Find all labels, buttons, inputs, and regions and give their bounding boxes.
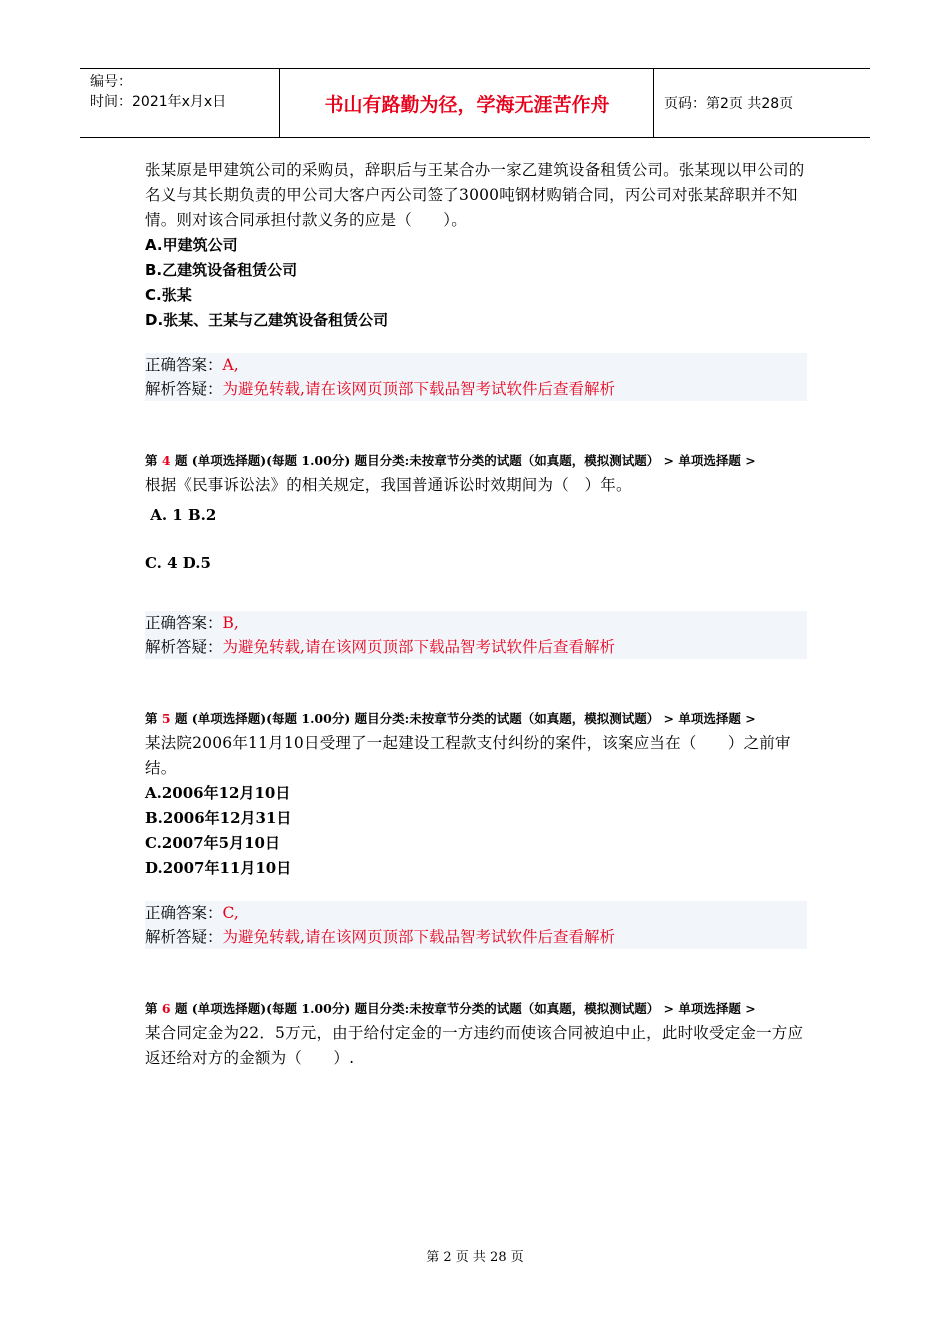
analysis-value: 为避免转载,请在该网页顶部下载品智考试软件后查看解析 (222, 928, 615, 946)
option-b: B.乙建筑设备租赁公司 (145, 261, 298, 279)
question-6 (145, 997, 807, 1071)
answer-box (145, 901, 807, 949)
option-a: A.甲建筑公司 (145, 236, 238, 254)
question-header: 第 6 题 (单项选择题)(每题 1.00分) 题目分类:未按章节分类的试题（如真题，模拟测试题） > 单项选择题 > (145, 1001, 756, 1016)
option-c: C.张某 (145, 286, 192, 304)
answer-value: B, (222, 614, 239, 632)
answer-value: C, (222, 904, 239, 922)
time-label: 时间：2021年x月x日 (90, 94, 227, 110)
header-page-info: 页码：第2页 共28页 (664, 96, 794, 112)
answer-box (145, 611, 807, 659)
analysis-value: 为避免转载,请在该网页顶部下载品智考试软件后查看解析 (222, 638, 615, 656)
analysis-label: 解析答疑： (145, 638, 223, 656)
question-stem: 某合同定金为22．5万元，由于给付定金的一方违约而使该合同被迫中止，此时收受定金一方应返还给对方的金额为（ ）. (145, 1024, 804, 1067)
question-3 (145, 158, 807, 401)
question-stem: 根据《民事诉讼法》的相关规定，我国普通诉讼时效期间为（ ）年。 (145, 476, 632, 494)
option-line-2: C. 4 D.5 (145, 554, 211, 572)
number-label: 编号： (90, 74, 132, 90)
analysis-label: 解析答疑： (145, 928, 223, 946)
analysis-label: 解析答疑： (145, 380, 223, 398)
question-number: 4 (161, 453, 171, 468)
question-5 (145, 707, 807, 949)
question-stem: 张某原是甲建筑公司的采购员，辞职后与王某合办一家乙建筑设备租赁公司。张某现以甲公司的名义与其长期负责的甲公司大客户丙公司签了3000吨钢材购销合同，丙公司对张某辞职并不知情。则对该合同承担付款义务的应是（ ）。 (145, 161, 805, 229)
option-c: C.2007年5月10日 (145, 834, 280, 852)
option-d: D.2007年11月10日 (145, 859, 292, 877)
option-b: B.2006年12月31日 (145, 809, 292, 827)
question-number: 6 (161, 1001, 171, 1016)
answer-label: 正确答案： (145, 614, 223, 632)
answer-label: 正确答案： (145, 356, 223, 374)
option-a: A.2006年12月10日 (145, 784, 291, 802)
question-4 (145, 449, 807, 659)
question-header: 第 4 题 (单项选择题)(每题 1.00分) 题目分类:未按章节分类的试题（如真题，模拟测试题） > 单项选择题 > (145, 453, 756, 468)
answer-value: A, (222, 356, 239, 374)
answer-label: 正确答案： (145, 904, 223, 922)
question-number: 5 (161, 711, 171, 726)
question-header: 第 5 题 (单项选择题)(每题 1.00分) 题目分类:未按章节分类的试题（如真题，模拟测试题） > 单项选择题 > (145, 711, 756, 726)
option-d: D.张某、王某与乙建筑设备租赁公司 (145, 311, 389, 329)
header-motto: 书山有路勤为径，学海无涯苦作舟 (281, 69, 654, 137)
page-footer: 第 2 页 共 28 页 (426, 1250, 524, 1265)
option-line-1: A. 1 B.2 (145, 506, 217, 524)
answer-box (145, 353, 807, 401)
page-header (80, 68, 870, 138)
analysis-value: 为避免转载,请在该网页顶部下载品智考试软件后查看解析 (222, 380, 615, 398)
main-content (145, 158, 807, 1071)
header-meta-cell (80, 69, 280, 137)
question-stem: 某法院2006年11月10日受理了一起建设工程款支付纠纷的案件，该案应当在（ ）之前审结。 (145, 734, 791, 777)
